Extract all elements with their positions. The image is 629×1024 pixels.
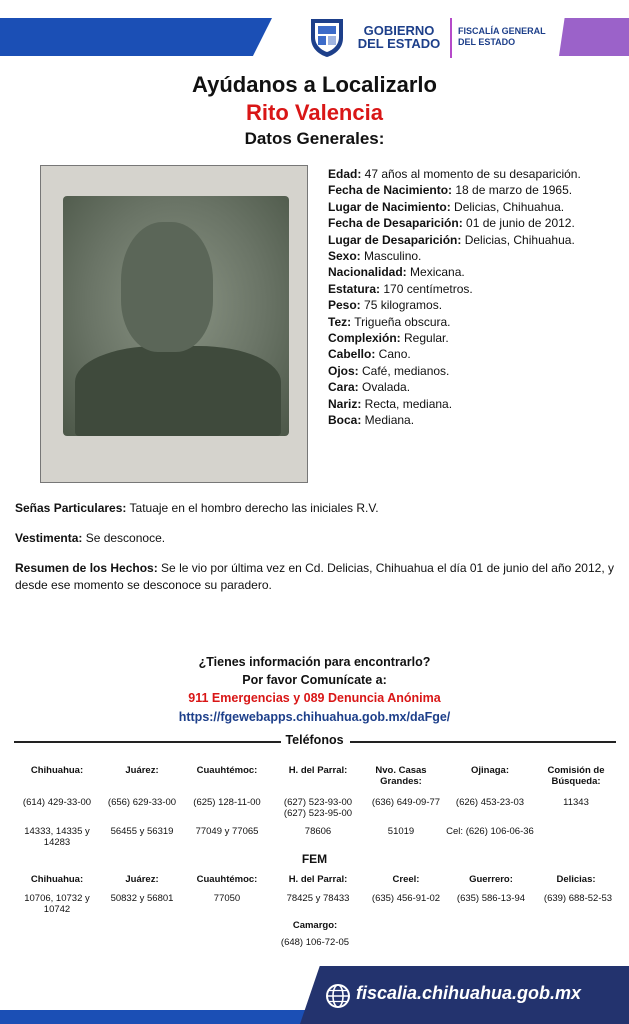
fact-row: Lugar de Nacimiento: Delicias, Chihuahua. xyxy=(328,199,565,214)
tel-phone: (614) 429-33-00 xyxy=(22,797,92,808)
fact-row: Cara: Ovalada. xyxy=(328,380,411,395)
page-heading: Ayúdanos a Localizarlo xyxy=(192,72,437,97)
senas-particulares: Señas Particulares: Tatuaje en el hombro derecho las iniciales R.V. xyxy=(15,501,379,515)
vestimenta: Vestimenta: Se desconoce. xyxy=(15,531,166,545)
fem-title: FEM xyxy=(301,852,328,866)
fem-phone: 78425 y 78433 xyxy=(286,893,350,904)
tel-ext: 56455 y 56319 xyxy=(110,826,174,837)
fem-city: H. del Parral: xyxy=(288,874,348,885)
tel-ext: 77049 y 77065 xyxy=(195,826,259,837)
general-data-list xyxy=(328,166,608,429)
gobierno-logo-text: GOBIERNO DEL ESTADO xyxy=(357,23,441,51)
fem-city: Juárez: xyxy=(125,874,159,885)
fact-row: Cabello: Cano. xyxy=(328,347,411,362)
tel-city: Comisión de Búsqueda: xyxy=(547,765,605,787)
tel-ext: 14333, 14335 y 14283 xyxy=(24,826,90,848)
footer-blue-bar xyxy=(0,1010,325,1024)
fact-row: Ojos: Café, medianos. xyxy=(328,363,450,378)
fact-row: Tez: Trigueña obscura. xyxy=(328,314,451,329)
tel-city: Nvo. Casas Grandes: xyxy=(375,765,427,787)
cta-contact: Por favor Comunícate a: xyxy=(242,673,387,687)
fem-city: Camargo: xyxy=(292,920,338,931)
fem-city: Creel: xyxy=(392,874,420,885)
tel-phone: (625) 128-11-00 xyxy=(193,797,261,808)
fact-row: Edad: 47 años al momento de su desaparición. xyxy=(328,167,581,181)
fem-phone: 10706, 10732 y 10742 xyxy=(24,893,90,915)
fem-phone: 50832 y 56801 xyxy=(110,893,174,904)
cta-question: ¿Tienes información para encontrarlo? xyxy=(198,655,431,669)
fem-phone: (635) 456-91-02 xyxy=(371,893,441,904)
tel-city: Cuauhtémoc: xyxy=(196,765,258,776)
tel-phone: (656) 629-33-00 xyxy=(107,797,177,808)
tel-phone: (636) 649-09-77 xyxy=(371,797,441,808)
fact-row: Sexo: Masculino. xyxy=(328,249,422,264)
fact-row: Nariz: Recta, mediana. xyxy=(328,396,453,411)
fem-phone: (639) 688-52-53 xyxy=(543,893,613,904)
telefonos-title: Teléfonos xyxy=(285,733,344,747)
fact-row: Nacionalidad: Mexicana. xyxy=(328,265,465,280)
state-shield-icon xyxy=(308,16,346,58)
person-photo xyxy=(63,196,289,436)
header-blue-bar xyxy=(0,18,272,56)
fem-city: Cuauhtémoc: xyxy=(196,874,258,885)
section-title: Datos Generales: xyxy=(244,129,385,148)
fem-phone: 77050 xyxy=(213,893,241,904)
fem-phone: (648) 106-72-05 xyxy=(280,937,350,948)
fact-row: Estatura: 170 centímetros. xyxy=(328,281,473,296)
fem-city: Chihuahua: xyxy=(30,874,84,885)
fem-phone: (635) 586-13-94 xyxy=(456,893,526,904)
tel-phone: (627) 523-93-00 (627) 523-95-00 xyxy=(283,797,353,819)
fact-row: Lugar de Desaparición: Delicias, Chihuahua. xyxy=(328,232,575,247)
fact-row: Fecha de Nacimiento: 18 de marzo de 1965. xyxy=(328,183,573,198)
globe-icon xyxy=(325,983,351,1009)
fact-row: Complexión: Regular. xyxy=(328,331,449,346)
tel-city: Ojinaga: xyxy=(470,765,509,776)
fem-city: Guerrero: xyxy=(469,874,513,885)
footer-website-link[interactable]: fiscalia.chihuahua.gob.mx xyxy=(356,983,582,1003)
tel-phone: 11343 xyxy=(563,797,589,808)
fact-row: Boca: Mediana. xyxy=(328,413,415,428)
tel-phone: (626) 453-23-03 xyxy=(455,797,525,808)
tel-ext: 51019 xyxy=(387,826,415,837)
cta-url-link[interactable]: https://fgewebapps.chihuahua.gob.mx/daFge/ xyxy=(178,710,451,724)
resumen-hechos: Resumen de los Hechos: Se le vio por última vez en Cd. Delicias, Chihuahua el día 01 de junio del año 2012, y desde ese momento se desconoce su paradero. xyxy=(15,561,614,592)
header-purple-bar xyxy=(559,18,629,56)
tel-city: H. del Parral: xyxy=(288,765,348,776)
tel-ext: 78606 xyxy=(304,826,332,837)
tel-city: Chihuahua: xyxy=(30,765,84,776)
footer xyxy=(0,966,629,1024)
fact-row: Peso: 75 kilogramos. xyxy=(328,298,443,313)
fem-city: Delicias: xyxy=(556,874,596,885)
header-divider xyxy=(450,18,452,58)
missing-person-name: Rito Valencia xyxy=(246,100,383,125)
fiscalia-logo-text: FISCALÍA GENERAL DEL ESTADO xyxy=(458,26,546,47)
cta-emergency: 911 Emergencias y 089 Denuncia Anónima xyxy=(188,691,441,705)
tel-ext: Cel: (626) 106-06-36 xyxy=(446,826,534,837)
tel-city: Juárez: xyxy=(125,765,159,776)
fact-row: Fecha de Desaparición: 01 de junio de 2012. xyxy=(328,216,575,231)
